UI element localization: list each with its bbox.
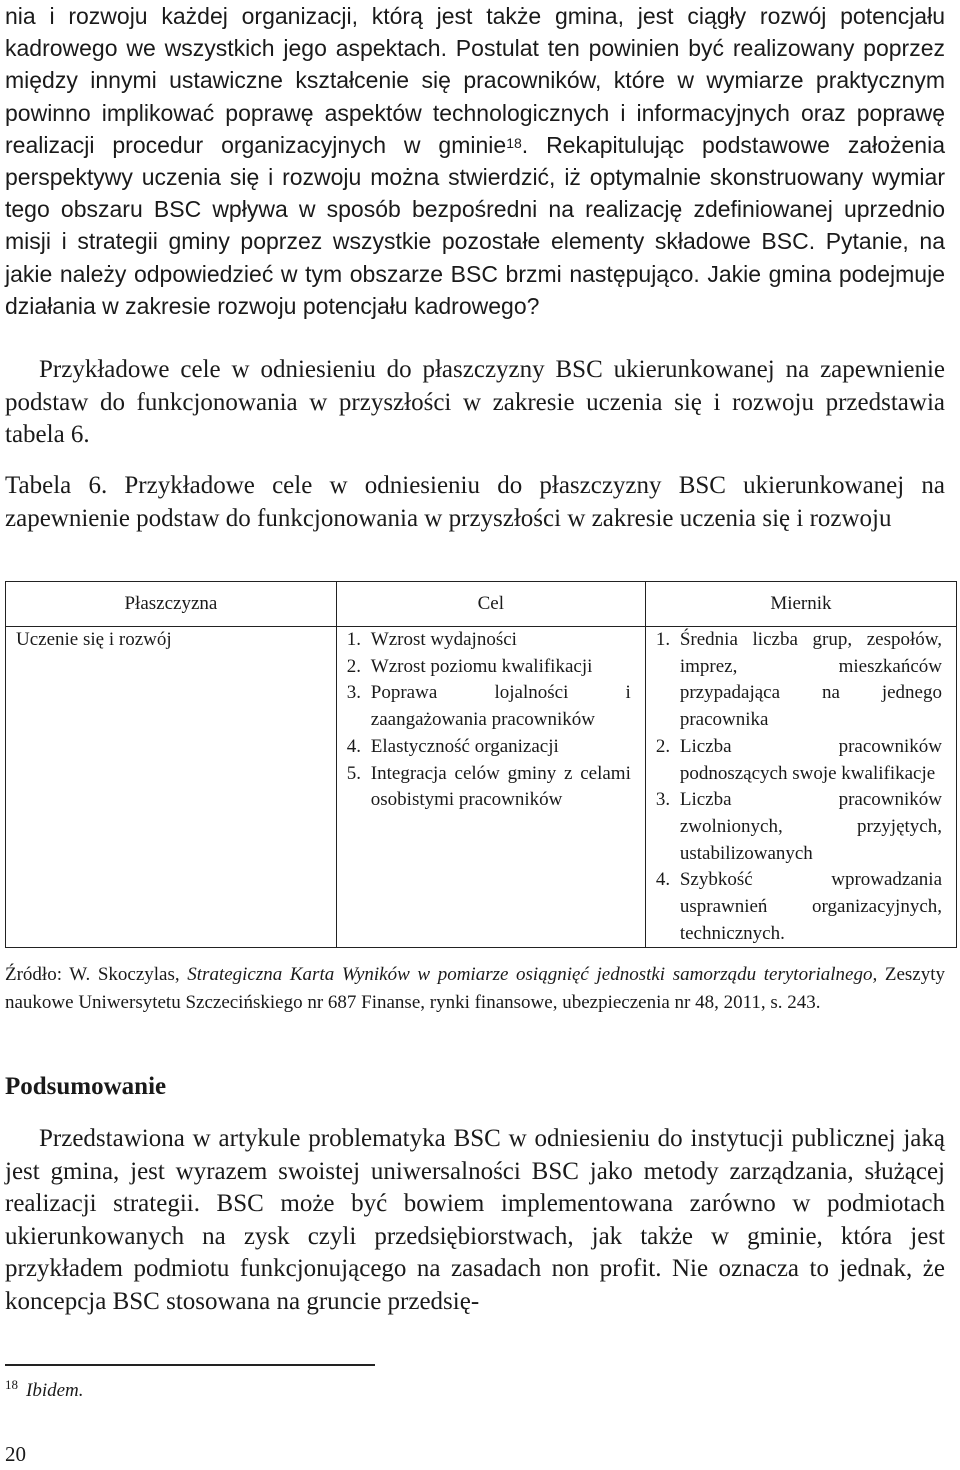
item-text: Wzrost wydajności xyxy=(370,629,517,650)
source-prefix: Źródło: W. Skoczylas, xyxy=(5,964,188,985)
list-item xyxy=(337,680,631,733)
list-item xyxy=(337,734,631,761)
item-text: Integracja celów gminy z celami osobistymi pracowników xyxy=(370,762,631,811)
plane-cell: Uczenie się i rozwój xyxy=(6,627,337,948)
item-text: Średnia liczba grup, zespołów, imprez, mieszkańców przypadająca na jednego pracownika xyxy=(679,629,942,731)
table-source xyxy=(5,961,945,1016)
list-item xyxy=(337,654,631,681)
item-number: 5. xyxy=(346,762,362,784)
list-item xyxy=(646,627,942,734)
page-number: 20 xyxy=(5,1442,26,1466)
header-goal: Cel xyxy=(336,582,645,627)
table-row xyxy=(6,627,957,948)
item-number: 4. xyxy=(655,869,671,891)
footnote xyxy=(5,1377,84,1402)
header-plane: Płaszczyzna xyxy=(6,582,337,627)
item-text: Wzrost poziomu kwalifikacji xyxy=(370,655,593,677)
item-text: Liczba pracowników zwolnionych, przyjętych, ustabilizowanych xyxy=(679,789,942,864)
paragraph-summary-text: Przedstawiona w artykule problematyka BSC w odniesieniu do instytucji publicznej jaką jest gmina, jest wyrazem swoistej uniwersalności BSC jako metody zarządzania, służącej realizacji strategii. BSC może być bowiem implementowana zarówno w podmiotach ukierunkowanych na zysk czyli przedsiębiorstwach, jak także w gminie, która jest przykładem podmiotu funkcjonującego na zasadach non profit. Nie oznacza to jednak, że koncepcja BSC stosowana na gruncie przedsię- xyxy=(5,1125,945,1315)
item-text: Poprawa lojalności i zaangażowania pracowników xyxy=(370,682,631,731)
item-number: 1. xyxy=(346,629,362,650)
item-number: 4. xyxy=(346,735,362,757)
item-number: 2. xyxy=(346,655,362,677)
item-number: 2. xyxy=(655,735,671,757)
header-measure: Miernik xyxy=(645,582,956,627)
item-text: Liczba pracowników podnoszących swoje kwalifikacje xyxy=(679,735,942,784)
table-header-row xyxy=(6,582,957,627)
item-number: 3. xyxy=(655,789,671,811)
list-item xyxy=(646,867,942,947)
footnote-number: 18 xyxy=(5,1377,18,1392)
paragraph-intro-text: Przykładowe cele w odniesieniu do płaszczyzny BSC ukierunkowanej na zapewnienie podstaw do funkcjonowania w przyszłości w zakresie uczenia się i rozwoju przedstawia tabela 6. xyxy=(5,356,945,448)
list-item xyxy=(646,734,942,787)
section-heading: Podsumowanie xyxy=(5,1073,167,1100)
paragraph-summary xyxy=(5,1123,945,1319)
item-text: Szybkość wprowadzania usprawnień organizacyjnych, technicznych. xyxy=(679,869,942,944)
table-caption: Tabela 6. Przykładowe cele w odniesieniu do płaszczyzny BSC ukierunkowanej na zapewnienie podstaw do funkcjonowania w przyszłości w zakresie uczenia się i rozwoju xyxy=(5,472,945,532)
footnote-text: Ibidem. xyxy=(26,1380,84,1401)
paragraph-intro xyxy=(5,354,945,452)
goals-table xyxy=(5,581,957,948)
paragraph-top-part2: . Rekapitulując podstawowe założenia perspektywy uczenia się i rozwoju można stwierdzić, iż optymalnie skonstruowany wymiar tego obszaru BSC wpływa w sposób bezpośredni na realizację zdefiniowanej uprzednio misji i strategii gminy poprzez wszystkie pozostałe elementy składowe BSC. Pytanie, na jakie należy odpowiedzieć w tym obszarze BSC brzmi następująco. Jakie gmina podejmuje działania w zakresie rozwoju potencjału kadrowego? xyxy=(5,131,946,319)
footnote-separator xyxy=(5,1364,375,1366)
item-number: 3. xyxy=(346,682,362,704)
paragraph-top-part1: nia i rozwoju każdej organizacji, którą jest także gmina, jest ciągły rozwój potencjału kadrowego we wszystkich jego aspektach. Postulat ten powinien być realizowany poprzez między innymi ustawiczne kształcenie się pracowników, które w wymiarze praktycznym powinno implikować poprawę aspektów technologicznych i informacyjnych oraz poprawę realizacji procedur organizacyjnych w gminie xyxy=(5,3,945,158)
measures-list xyxy=(646,627,956,947)
source-title: Strategiczna Karta Wyników w pomiarze osiągnięć jednostki samorządu terytorialnego, xyxy=(187,964,878,985)
measures-cell xyxy=(645,627,956,948)
goals-cell xyxy=(336,627,645,948)
item-text: Elastyczność organizacji xyxy=(370,735,559,757)
paragraph-top xyxy=(5,0,945,322)
goals-list xyxy=(337,627,645,814)
source-rest: Zeszyty naukowe Uniwersytetu Szczecińskiego nr 687 Finanse, rynki finansowe, ubezpieczenia nr 48, 2011, s. 243. xyxy=(5,964,945,1013)
list-item xyxy=(646,787,942,867)
item-number: 1. xyxy=(655,629,671,650)
list-item xyxy=(337,761,631,814)
footnote-ref: 18 xyxy=(506,134,522,151)
list-item xyxy=(337,627,631,654)
